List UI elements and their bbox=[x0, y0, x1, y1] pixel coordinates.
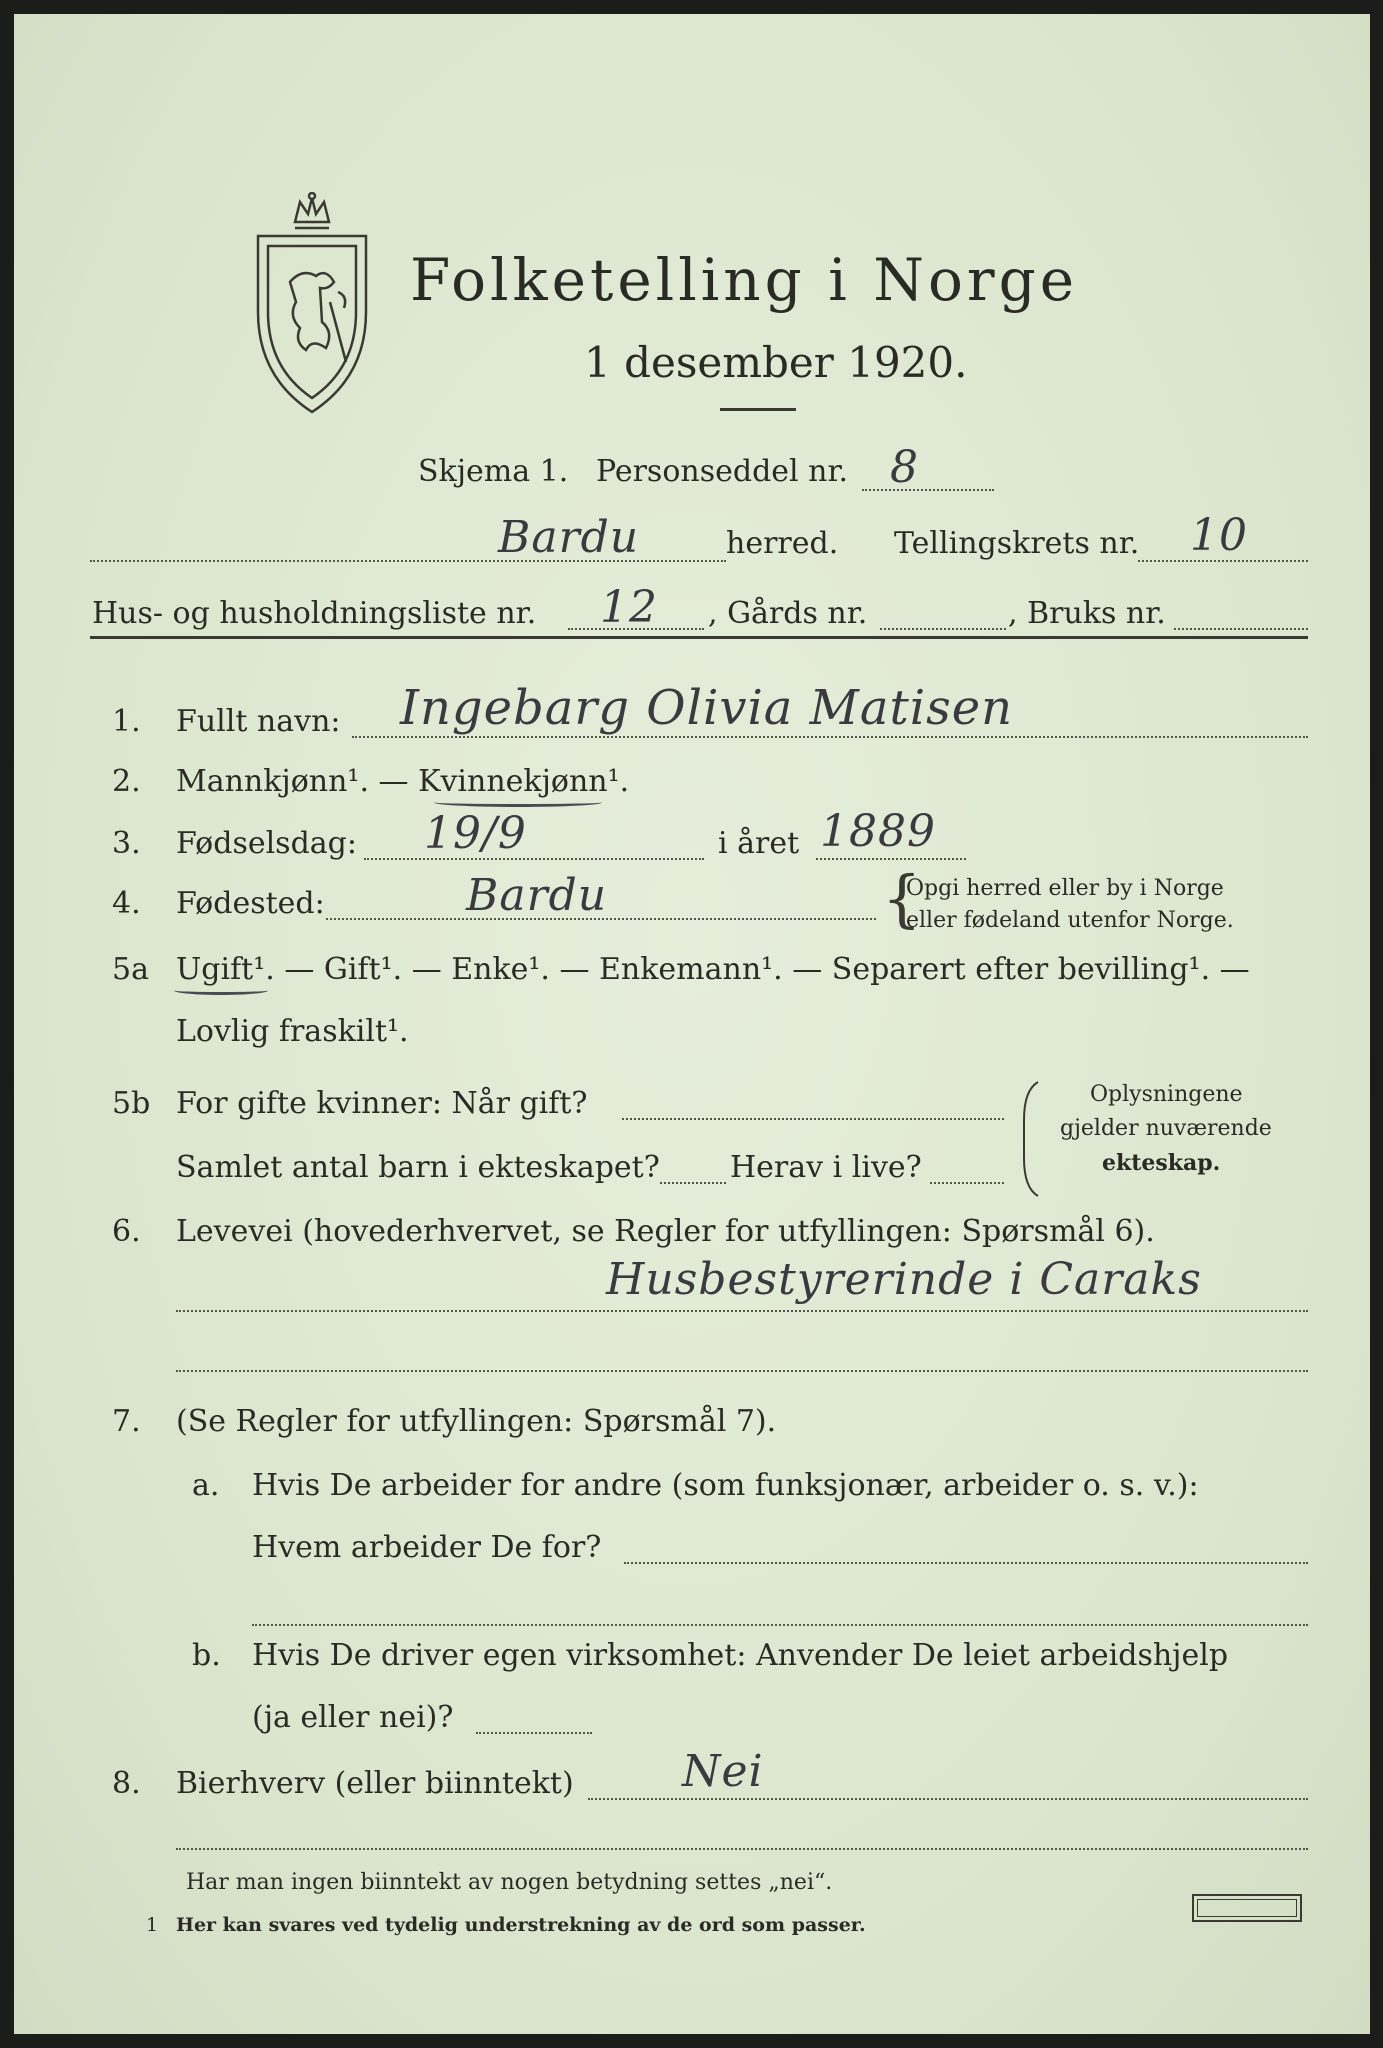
q4-label: Fødested: bbox=[176, 886, 325, 921]
gards-label: , Gårds nr. bbox=[708, 596, 868, 631]
marriage-note-line1: Oplysningene bbox=[1090, 1082, 1243, 1107]
footnote-text: Her kan svares ved tydelig understrekning av de ord som passer. bbox=[176, 1914, 866, 1936]
q6-label: Levevei (hovederhvervet, se Regler for utfyllingen: Spørsmål 6). bbox=[176, 1214, 1155, 1249]
marriage-note-line3: ekteskap. bbox=[1102, 1150, 1221, 1176]
birthplace-note-line2: eller fødeland utenfor Norge. bbox=[906, 908, 1234, 933]
q8-number: 8. bbox=[112, 1766, 141, 1801]
q1-number: 1. bbox=[112, 704, 141, 739]
marital-status-selection-mark bbox=[174, 986, 268, 995]
birthday-value[interactable]: 19/9 bbox=[424, 808, 527, 859]
herred-value[interactable]: Bardu bbox=[498, 512, 640, 563]
q5b-line2b: Herav i live? bbox=[730, 1150, 922, 1185]
q7a-line1: Hvis De arbeider for andre (som funksjonær, arbeider o. s. v.): bbox=[252, 1468, 1199, 1503]
personseddel-label: Personseddel nr. bbox=[596, 454, 849, 489]
occupation-value[interactable]: Husbestyrerinde i Caraks bbox=[606, 1254, 1202, 1305]
personseddel-value[interactable]: 8 bbox=[890, 442, 919, 493]
husliste-label: Hus- og husholdningsliste nr. bbox=[92, 596, 537, 631]
form-title: Folketelling i Norge bbox=[410, 246, 1079, 314]
q4-number: 4. bbox=[112, 886, 141, 921]
q2-label: Mannkjønn¹. — Kvinnekjønn¹. bbox=[176, 764, 630, 799]
q6-number: 6. bbox=[112, 1214, 141, 1249]
q5b-line1: For gifte kvinner: Når gift? bbox=[176, 1086, 588, 1121]
q5b-line2a: Samlet antal barn i ekteskapet? bbox=[176, 1150, 660, 1185]
header-divider bbox=[90, 636, 1308, 639]
q7b-letter: b. bbox=[192, 1638, 221, 1673]
side-income-note: Har man ingen biinntekt av nogen betydning settes „nei“. bbox=[186, 1870, 833, 1895]
full-name-value[interactable]: Ingebarg Olivia Matisen bbox=[400, 680, 1014, 736]
title-divider bbox=[720, 408, 796, 411]
husliste-value[interactable]: 12 bbox=[600, 582, 658, 633]
q2-number: 2. bbox=[112, 764, 141, 799]
gender-selection-mark bbox=[434, 798, 602, 807]
q5a-line1: Ugift¹. — Gift¹. — Enke¹. — Enkemann¹. — Separert efter bevilling¹. — bbox=[176, 952, 1250, 987]
tellingskrets-value[interactable]: 10 bbox=[1190, 510, 1248, 561]
bruks-label: , Bruks nr. bbox=[1008, 596, 1166, 631]
q7-number: 7. bbox=[112, 1404, 141, 1439]
q5a-number: 5a bbox=[112, 952, 149, 987]
herred-label: herred. bbox=[726, 526, 839, 561]
birthplace-note-brace: { bbox=[882, 862, 922, 935]
q7a-letter: a. bbox=[192, 1468, 220, 1503]
footnote-number: 1 bbox=[146, 1914, 159, 1936]
side-income-value[interactable]: Nei bbox=[682, 1746, 764, 1797]
q5b-number: 5b bbox=[112, 1086, 151, 1121]
q8-label: Bierhverv (eller biinntekt) bbox=[176, 1766, 574, 1801]
census-date: 1 desember 1920. bbox=[584, 338, 968, 387]
q3-number: 3. bbox=[112, 826, 141, 861]
q3-label: Fødselsdag: bbox=[176, 826, 357, 861]
q5a-line2: Lovlig fraskilt¹. bbox=[176, 1014, 409, 1049]
census-form-sheet bbox=[14, 14, 1370, 2034]
year-label: i året bbox=[718, 826, 800, 861]
schema-label: Skjema 1. bbox=[418, 454, 569, 489]
printer-stamp bbox=[1192, 1894, 1302, 1922]
q7b-line1: Hvis De driver egen virksomhet: Anvender De leiet arbeidshjelp bbox=[252, 1638, 1229, 1673]
birth-year-value[interactable]: 1889 bbox=[820, 806, 936, 857]
q7b-line2: (ja eller nei)? bbox=[252, 1700, 454, 1735]
marriage-note-line2: gjelder nuværende bbox=[1060, 1116, 1272, 1141]
birthplace-value[interactable]: Bardu bbox=[466, 870, 608, 921]
marriage-note-bracket bbox=[1018, 1080, 1042, 1198]
q7-label: (Se Regler for utfyllingen: Spørsmål 7). bbox=[176, 1404, 777, 1439]
q7a-line2: Hvem arbeider De for? bbox=[252, 1530, 602, 1565]
q1-label: Fullt navn: bbox=[176, 704, 341, 739]
norwegian-coat-of-arms-icon bbox=[250, 192, 370, 422]
birthplace-note-line1: Opgi herred eller by i Norge bbox=[906, 876, 1224, 901]
tellingskrets-label: Tellingskrets nr. bbox=[894, 526, 1140, 561]
